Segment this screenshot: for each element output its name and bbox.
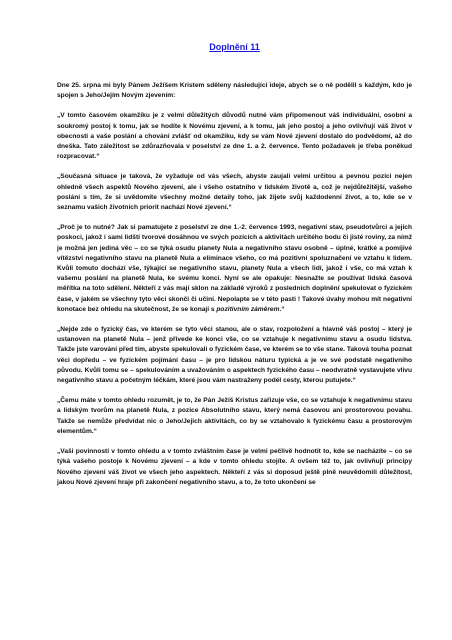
paragraph-3-end: .“ (279, 305, 285, 313)
paragraph-1: „V tomto časovém okamžiku je z velmi důležitých důvodů nutné vám připomenout váš individuální, osobní a soukromý postoj k tomu, jak se hodíte k Novému zjevení, a k tomu, jak jeho postoj a jeho ovlivňují váš život v obecnosti a vaše poslání a chování zvlášť od okamžiku, kdy se vám Nové zjevení dostalo do podvědomí, až do dneška. Tato záležitost se zdůrazňovala v poselství ze dne 1. a 2. července. Tento požadavek je třeba poněkud rozpracovat.“ (57, 112, 412, 161)
document-title: Doplnění 11 (209, 42, 260, 52)
paragraph-3-text: „Proč je to nutné? Jak si pamatujete z poselství ze dne 1.-2. července 1993, negativní stav, pseudotvůrci a jejich poskoci, jakož i sami lidští tvorové dosáhnou ve svých pozicích a aktivitách určitého bodu či jisté roviny, za nímž je možná jen jediná věc – co se týká osudu planety Nula a negativního stavu osobně – úplné, krátké a pomíjivé vítězství negativního stavu na planetě Nula a eliminace všeho, co má pozitivní spoluznačení ve vztahu k lidem. Kvůli tomuto dochází vše, týkající se negativního stavu, planety Nula a všech lidí, jakož i vše, co má vztah k vašemu poslání na planetě Nula, ke svému konci. Nyní se ale opakuje: Nesnažte se používat lidská časová měřítka na toto sdělení. Někteří z vás mají sklon na základě výroků z posledních doplnění spekulovat o fyzickém čase, v jakém se všechny tyto věci skonči či učiní. Nepolapte se v této pasti ! Takové úvahy mohou mít negativní konotace bez ohledu na skutečnost, že se konají s (57, 224, 412, 313)
intro-paragraph: Dne 25. srpna mi byly Pánem Ježíšem Kristem sděleny následující ideje, abych se o ně podělil s každým, kdo je spojen s Jeho/Jejím Novým zjevením: (57, 82, 412, 100)
paragraph-4: „Nejde zde o fyzický čas, ve kterém se tyto věci stanou, ale o stav, rozpoložení a hlavně váš postoj – který je ustanoven na planetě Nula – jenž přivede ke konci vše, co se vztahuje k negativnímu stavu a osudu lidstva. Takže jste varování před tím, abyste spekulovali o fyzickém čase, ve kterém se to vše stane. Taková touha poznat věci dopředu – ve fyzickém pojímání času – je pro lidskou náturu typická a je ve své podstatě negativního původu. Kvůli tomu se – spekulováním a uvažováním o aspektech fyzického času – neodvratně vystavujete vlivu negativního stavu a početným léčkám, které jsou vám nastraženy podél cesty, kterou putujete.“ (57, 326, 412, 385)
paragraph-6: „Vaši povinností v tomto ohledu a v tomto zvláštním čase je velmi pečlivě hodnotit to, kde se nacházíte – co se týká vašeho postoje k Novému zjevení – a kde v tomto ohledu stojíte. A ovšem též to, jak ovlivňují principy Nového zjevení váš život ve všech jeho aspektech. Někteří z vás si doposud ještě plně neuvědomili důležitost, jakou Nové zjevení hraje při zakončení negativního stavu, a to, že toto ukončení se (57, 448, 412, 486)
paragraph-3-emphasis: pozitivním záměrem (216, 305, 280, 313)
paragraph-3 (57, 223, 412, 315)
paragraph-2: „Současná situace je taková, že vyžaduje od vás všech, abyste zaujali velmi určitou a pevnou pozici nejen ohledně všech aspektů Nového zjevení, ale i všeho ostatního v lidském životě a, což je nejdůležitější, vašeho poslání s tím, že si uvědomíte všechny možné detaily toho, jak žijete svůj každodenní život, a to, kde se v seznamu vašich životních priorit nachází Nové zjevení.“ (57, 173, 412, 212)
paragraph-5: „Čemu máte v tomto ohledu rozumět, je to, že Pán Ježíš Kristus zařizuje vše, co se vztahuje k negativnímu stavu a lidským tvorům na planetě Nula, z pozice Absolutního stavu, který nemá časovou ani prostorovou povahu. Takže se nemůže předvídat nic o Jeho/Jejich aktivitách, co by se vztahovalo k fyzickému času a prostorovým elementům.“ (57, 397, 412, 435)
